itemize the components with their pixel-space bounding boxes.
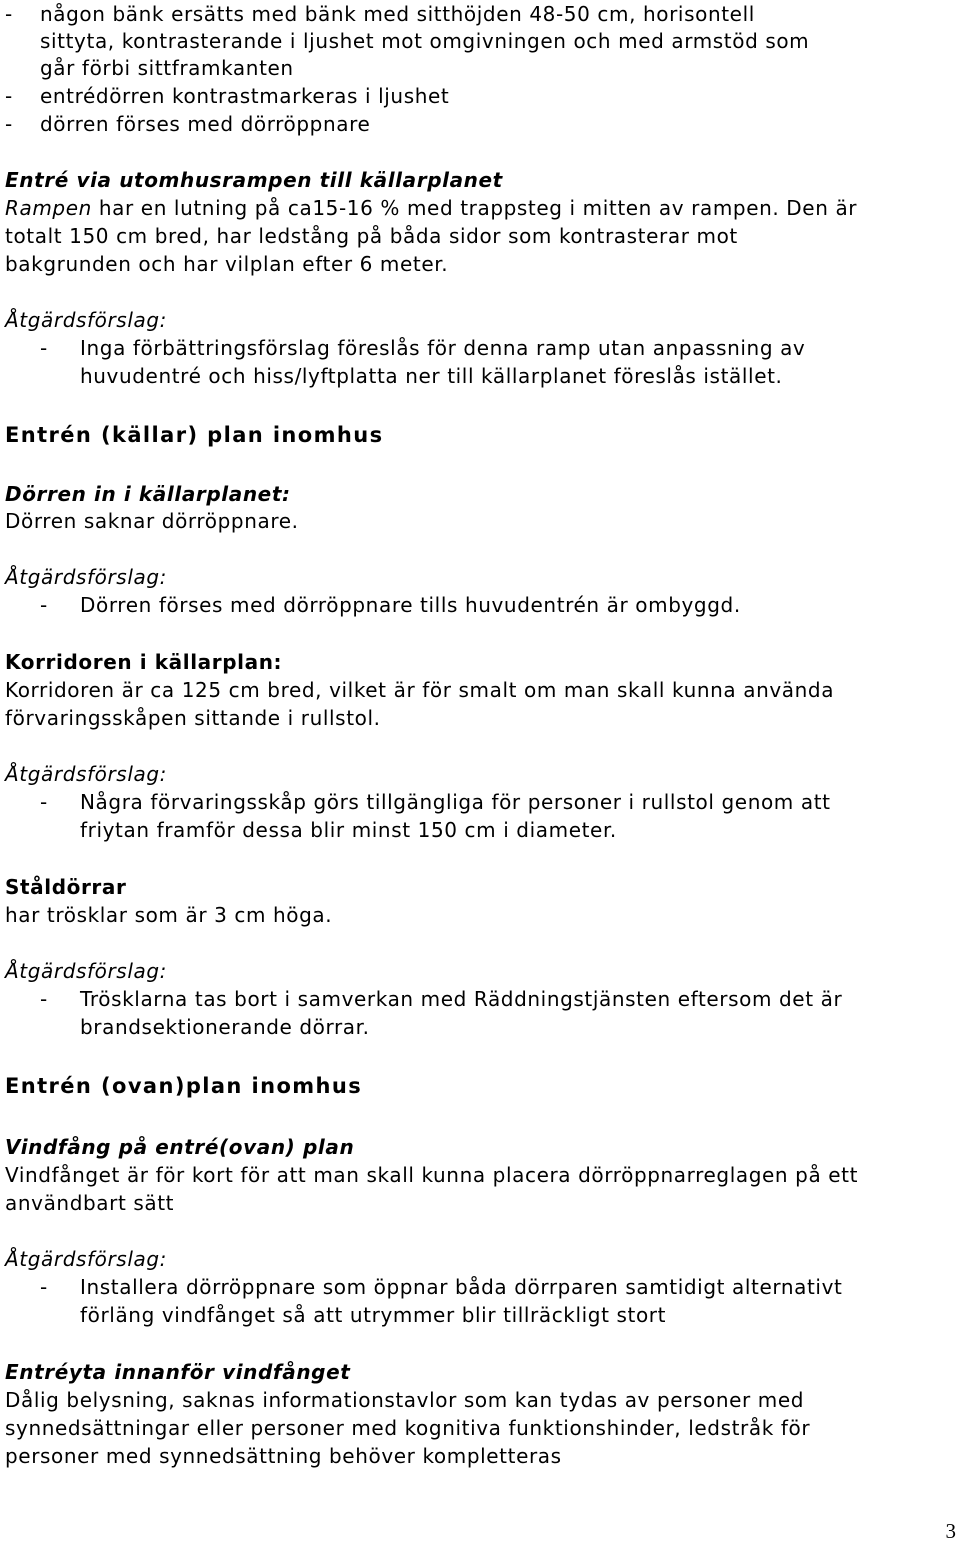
list-dash: - bbox=[40, 593, 48, 617]
section-heading-cellar: Entrén (källar) plan inomhus bbox=[5, 423, 384, 447]
emphasis-rampen: Rampen bbox=[5, 196, 92, 220]
paragraph-line: totalt 150 cm bred, har ledstång på båda sidor som kontrasterar mot bbox=[5, 224, 738, 248]
list-dash: - bbox=[40, 790, 48, 814]
list-dash: - bbox=[40, 1275, 48, 1299]
paragraph-line bbox=[5, 194, 857, 222]
subheading-corridor: Korridoren i källarplan: bbox=[5, 650, 283, 674]
measure-text: brandsektionerande dörrar. bbox=[80, 1015, 370, 1039]
measures-label: Åtgärdsförslag: bbox=[5, 308, 167, 332]
measure-text: Dörren förses med dörröppnare tills huvudentrén är ombyggd. bbox=[80, 593, 741, 617]
measure-text: Trösklarna tas bort i samverkan med Räddningstjänsten eftersom det är bbox=[80, 987, 843, 1011]
paragraph-line: Dörren saknar dörröppnare. bbox=[5, 509, 299, 533]
subheading-entrance-area: Entréyta innanför vindfånget bbox=[5, 1360, 351, 1384]
measure-text: huvudentré och hiss/lyftplatta ner till källarplanet föreslås istället. bbox=[80, 364, 783, 388]
section-heading-ramp: Entré via utomhusrampen till källarplanet bbox=[5, 168, 503, 192]
paragraph-line: Vindfånget är för kort för att man skall kunna placera dörröppnarreglagen på ett bbox=[5, 1163, 859, 1187]
subheading-steel-doors: Ståldörrar bbox=[5, 875, 127, 899]
paragraph-line: har trösklar som är 3 cm höga. bbox=[5, 903, 333, 927]
list-dash: - bbox=[5, 112, 13, 136]
paragraph-line: bakgrunden och har vilplan efter 6 meter. bbox=[5, 252, 449, 276]
measures-label: Åtgärdsförslag: bbox=[5, 959, 167, 983]
list-item-text: går förbi sittframkanten bbox=[40, 56, 294, 80]
list-item-text: entrédörren kontrastmarkeras i ljushet bbox=[40, 84, 450, 108]
list-dash: - bbox=[5, 2, 13, 26]
measure-text: Några förvaringsskåp görs tillgängliga för personer i rullstol genom att bbox=[80, 790, 831, 814]
list-item-text: någon bänk ersätts med bänk med sitthöjden 48-50 cm, horisontell bbox=[40, 2, 755, 26]
list-item-text: sittyta, kontrasterande i ljushet mot omgivningen och med armstöd som bbox=[40, 29, 810, 53]
measure-text: Inga förbättringsförslag föreslås för denna ramp utan anpassning av bbox=[80, 336, 806, 360]
paragraph-line: användbart sätt bbox=[5, 1191, 175, 1215]
page-number: 3 bbox=[945, 1519, 956, 1543]
list-dash: - bbox=[5, 84, 13, 108]
paragraph-text: har en lutning på ca15-16 % med trappsteg i mitten av rampen. Den är bbox=[91, 196, 858, 220]
measures-label: Åtgärdsförslag: bbox=[5, 1247, 167, 1271]
measure-text: friytan framför dessa blir minst 150 cm i diameter. bbox=[80, 818, 617, 842]
paragraph-line: synnedsättningar eller personer med kognitiva funktionshinder, ledstråk för bbox=[5, 1416, 811, 1440]
measure-text: förläng vindfånget så att utrymmer blir tillräckligt stort bbox=[80, 1303, 667, 1327]
paragraph-line: Korridoren är ca 125 cm bred, vilket är för smalt om man skall kunna använda bbox=[5, 678, 835, 702]
list-dash: - bbox=[40, 987, 48, 1011]
paragraph-line: förvaringsskåpen sittande i rullstol. bbox=[5, 706, 381, 730]
measures-label: Åtgärdsförslag: bbox=[5, 565, 167, 589]
subheading-vestibule: Vindfång på entré(ovan) plan bbox=[5, 1135, 355, 1159]
list-dash: - bbox=[40, 336, 48, 360]
paragraph-line: Dålig belysning, saknas informationstavlor som kan tydas av personer med bbox=[5, 1388, 805, 1412]
section-heading-upper: Entrén (ovan)plan inomhus bbox=[5, 1074, 363, 1098]
measures-label: Åtgärdsförslag: bbox=[5, 762, 167, 786]
paragraph-line: personer med synnedsättning behöver kompletteras bbox=[5, 1444, 562, 1468]
list-item-text: dörren förses med dörröppnare bbox=[40, 112, 371, 136]
subheading-door: Dörren in i källarplanet: bbox=[5, 482, 291, 506]
measure-text: Installera dörröppnare som öppnar båda dörrparen samtidigt alternativt bbox=[80, 1275, 843, 1299]
